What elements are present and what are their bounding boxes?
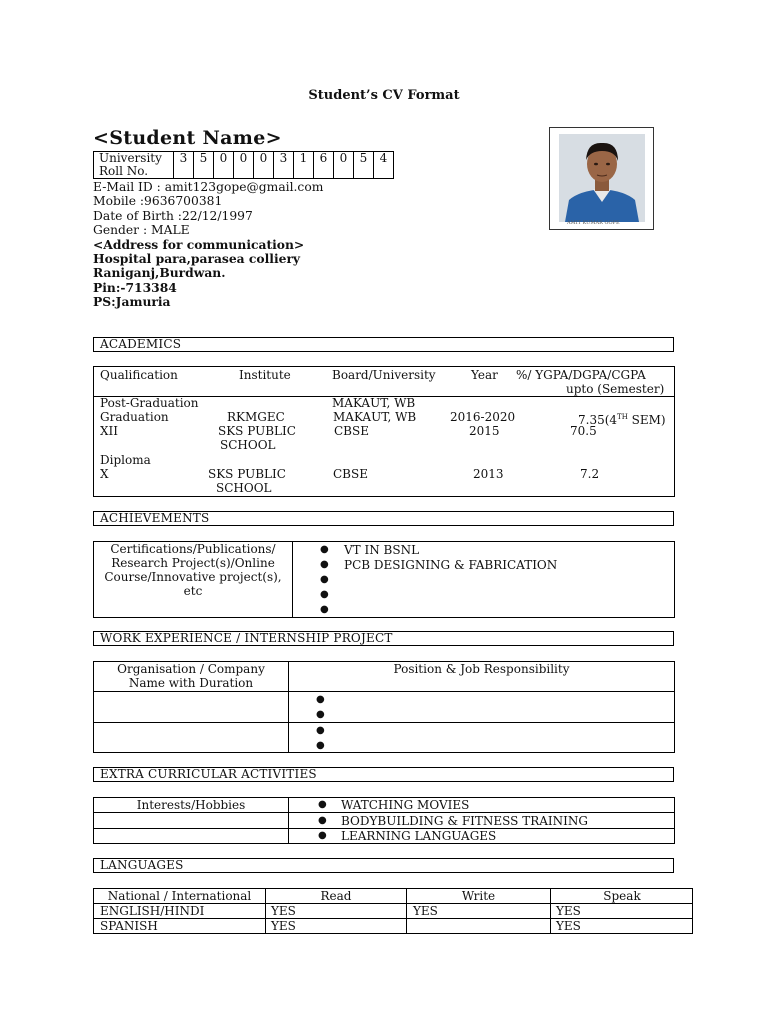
dob-text: Date of Birth :22/12/1997 [93, 208, 253, 223]
language-name: SPANISH [100, 919, 158, 933]
work-row-divider [93, 722, 675, 723]
academics-row-institute: RKMGEC [227, 410, 285, 424]
language-speak: YES [556, 919, 581, 933]
address-line2: Raniganj,Burdwan. [93, 265, 226, 281]
extra-row-divider [93, 812, 675, 813]
academics-header-board: Board/University [332, 368, 436, 382]
academics-row-year: 2016-2020 [450, 410, 516, 424]
work-header-org-line2: Name with Duration [128, 676, 254, 690]
achievement-item: PCB DESIGNING & FABRICATION [344, 558, 558, 572]
bullet-icon: ● [320, 589, 329, 600]
ps-text: PS:Jamuria [93, 294, 171, 310]
work-header-org: Organisation / Company [117, 662, 265, 676]
achievements-label-line: Certifications/Publications/ [110, 542, 276, 556]
academics-header-grade: %/ YGPA/DGPA/CGPA [516, 368, 646, 382]
section-academics: ACADEMICS [93, 337, 674, 352]
photo-caption: AMIT KUMAR GOPE [567, 220, 620, 226]
languages-header: Speak [603, 889, 641, 903]
achievements-label-line: Research Project(s)/Online [111, 556, 275, 570]
academics-row-board: CBSE [334, 424, 369, 438]
academics-header-qualification: Qualification [100, 368, 178, 382]
academics-row-qualification: XII [100, 424, 119, 438]
academics-row-institute-line2: SCHOOL [220, 438, 276, 452]
academics-row-qualification: Graduation [100, 410, 169, 424]
academics-row-qualification: Diploma [100, 453, 151, 467]
roll-digit: 5 [354, 152, 374, 179]
academics-row-qualification: X [100, 467, 109, 481]
student-name: <Student Name> [93, 127, 282, 149]
grade-tail: SEM) [627, 413, 666, 427]
roll-label-line2: Roll No. [99, 164, 149, 178]
bullet-icon: ● [320, 604, 329, 615]
student-photo [549, 127, 654, 230]
hobby-item: LEARNING LANGUAGES [341, 829, 497, 843]
work-row-divider [93, 691, 675, 692]
grade-sup: TH [617, 413, 628, 421]
roll-digit: 0 [254, 152, 274, 179]
language-speak: YES [556, 904, 581, 918]
language-read: YES [271, 919, 296, 933]
academics-header-institute: Institute [239, 368, 291, 382]
section-languages: LANGUAGES [93, 858, 674, 873]
bullet-icon: ● [316, 694, 325, 705]
academics-header-grade-sub: upto (Semester) [566, 382, 665, 396]
achievements-divider [292, 541, 293, 618]
gender-text: Gender : MALE [93, 223, 190, 238]
mobile-text: Mobile :9636700381 [93, 194, 223, 209]
achievements-label-line: Course/Innovative project(s), [104, 570, 282, 584]
roll-digit: 6 [314, 152, 334, 179]
academics-row-qualification: Post-Graduation [100, 396, 199, 410]
roll-digit: 0 [334, 152, 354, 179]
bullet-icon: ● [320, 559, 329, 570]
bullet-icon: ● [318, 799, 327, 810]
roll-label-line1: University [99, 151, 162, 165]
document-title: Student’s CV Format [308, 88, 460, 103]
roll-digit: 3 [174, 152, 194, 179]
address-line1: Hospital para,parasea colliery [93, 251, 301, 267]
extra-label: Interests/Hobbies [136, 798, 246, 812]
bullet-icon: ● [318, 830, 327, 841]
language-read: YES [271, 904, 296, 918]
hobby-item: WATCHING MOVIES [341, 798, 470, 812]
academics-row-institute: SKS PUBLIC [208, 467, 286, 481]
achievement-item: VT IN BSNL [344, 543, 420, 557]
languages-header: National / International [107, 889, 252, 903]
roll-digit: 0 [234, 152, 254, 179]
bullet-icon: ● [320, 574, 329, 585]
grade-value: 7.35(4 [578, 413, 618, 427]
languages-header: Write [461, 889, 496, 903]
roll-digit: 4 [374, 152, 394, 179]
photo-image [559, 134, 645, 222]
bullet-icon: ● [316, 709, 325, 720]
academics-row-board: MAKAUT, WB [333, 410, 417, 424]
section-achievements: ACHIEVEMENTS [93, 511, 674, 526]
language-write: YES [413, 904, 438, 918]
academics-row-board: CBSE [333, 467, 368, 481]
academics-row-grade: 70.5 [570, 424, 597, 438]
person-photo-icon [559, 134, 645, 222]
academics-row-year: 2015 [469, 424, 500, 438]
roll-digit: 3 [274, 152, 294, 179]
roll-label [94, 152, 174, 179]
language-name: ENGLISH/HINDI [100, 904, 205, 918]
pin-text: Pin:-713384 [93, 279, 177, 295]
address-label: <Address for communication> [93, 236, 305, 252]
bullet-icon: ● [318, 815, 327, 826]
section-extra-curricular: EXTRA CURRICULAR ACTIVITIES [93, 767, 674, 782]
academics-row-grade: 7.2 [580, 467, 600, 481]
roll-digit: 5 [194, 152, 214, 179]
academics-row-institute: SKS PUBLIC [218, 424, 296, 438]
roll-digit: 1 [294, 152, 314, 179]
contact-info [93, 180, 323, 310]
bullet-icon: ● [316, 740, 325, 751]
academics-row-year: 2013 [473, 467, 504, 481]
academics-row-board: MAKAUT, WB [332, 396, 416, 410]
languages-row-divider [93, 918, 693, 919]
bullet-icon: ● [316, 725, 325, 736]
section-work-experience: WORK EXPERIENCE / INTERNSHIP PROJECT [93, 631, 674, 646]
work-header-position: Position & Job Responsibility [393, 662, 570, 676]
email-text: E-Mail ID : amit123gope@gmail.com [93, 180, 324, 194]
roll-number-table [93, 151, 394, 179]
roll-digit: 0 [214, 152, 234, 179]
academics-row-institute-line2: SCHOOL [216, 481, 272, 495]
hobby-item: BODYBUILDING & FITNESS TRAINING [341, 814, 588, 828]
academics-header-year: Year [471, 368, 498, 382]
languages-header: Read [320, 889, 352, 903]
bullet-icon: ● [320, 544, 329, 555]
extra-divider [288, 797, 289, 844]
achievements-label-line: etc [183, 584, 203, 598]
